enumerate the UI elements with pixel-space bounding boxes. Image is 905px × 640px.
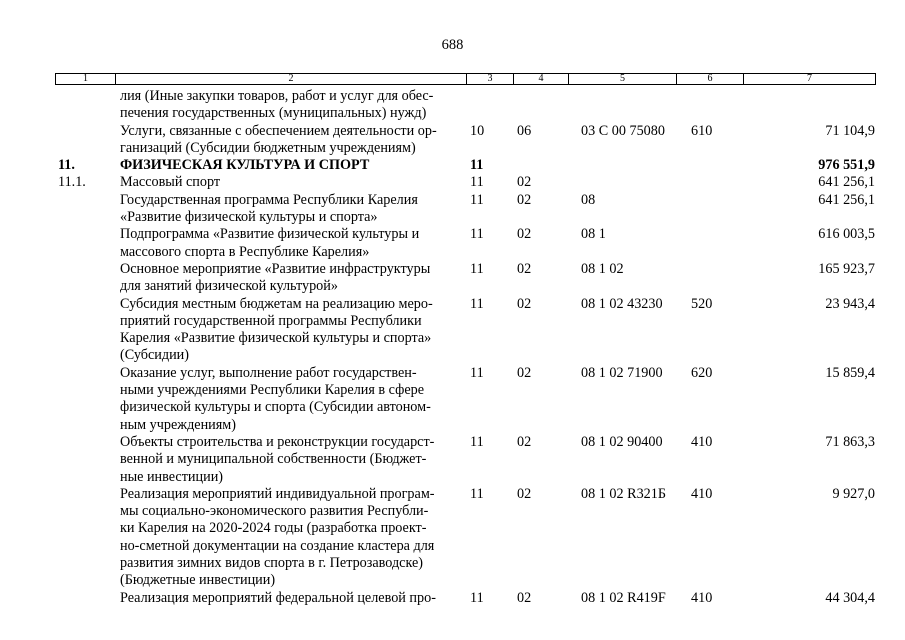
description-line: Массовый спорт <box>120 174 221 191</box>
subsection-code: 02 <box>517 485 532 502</box>
section-code: 11 <box>470 433 484 450</box>
row-description <box>120 296 460 365</box>
description-line: массового спорта в Республике Карелия» <box>120 243 370 260</box>
description-line: но-сметной документации на создание кластера для <box>120 537 435 554</box>
target-article-code: 08 1 02 71900 <box>581 364 663 381</box>
amount-value: 641 256,1 <box>818 191 875 208</box>
page-number: 688 <box>441 37 464 53</box>
amount-value: 641 256,1 <box>818 174 875 191</box>
target-article-code: 08 1 02 <box>581 260 624 277</box>
column-header-6: 6 <box>677 74 744 84</box>
subsection-code: 06 <box>517 122 532 139</box>
description-line: венной и муниципальной собственности (Бюджет- <box>120 451 427 468</box>
amount-value: 15 859,4 <box>825 364 875 381</box>
expense-type-code: 410 <box>691 433 713 450</box>
row-description <box>120 88 460 123</box>
subsection-code: 02 <box>517 191 532 208</box>
table-row <box>0 434 905 486</box>
row-description <box>120 590 460 607</box>
table-row <box>0 226 905 261</box>
description-line: (Бюджетные инвестиции) <box>120 572 276 589</box>
amount-value: 976 551,9 <box>818 157 875 174</box>
row-description <box>120 365 460 434</box>
budget-table-body <box>0 88 905 607</box>
target-article-code: 08 1 02 R321Б <box>581 485 667 502</box>
table-row <box>0 192 905 227</box>
description-line: Государственная программа Республики Карелия <box>120 191 418 208</box>
expense-type-code: 410 <box>691 485 713 502</box>
column-header-3: 3 <box>467 74 514 84</box>
row-description <box>120 434 460 486</box>
row-description <box>120 157 460 174</box>
column-header-5: 5 <box>569 74 677 84</box>
description-line: ки Карелия на 2020-2024 годы (разработка проект- <box>120 520 427 537</box>
description-line: Услуги, связанные с обеспечением деятельности ор- <box>120 122 437 139</box>
amount-value: 44 304,4 <box>825 589 875 606</box>
section-code: 11 <box>470 589 484 606</box>
subsection-code: 02 <box>517 226 532 243</box>
target-article-code: 08 <box>581 191 596 208</box>
description-line: развития зимних видов спорта в г. Петрозаводске) <box>120 555 424 572</box>
amount-value: 71 104,9 <box>825 122 875 139</box>
amount-value: 616 003,5 <box>818 226 875 243</box>
description-line: Реализация мероприятий индивидуальной програм- <box>120 485 435 502</box>
table-row <box>0 123 905 158</box>
description-line: лия (Иные закупки товаров, работ и услуг для обес- <box>120 88 434 104</box>
table-row <box>0 590 905 607</box>
row-description <box>120 192 460 227</box>
description-line: «Развитие физической культуры и спорта» <box>120 209 378 226</box>
row-description <box>120 261 460 296</box>
description-line: печения государственных (муниципальных) нужд) <box>120 105 427 122</box>
amount-value: 23 943,4 <box>825 295 875 312</box>
table-row <box>0 174 905 191</box>
expense-type-code: 610 <box>691 122 713 139</box>
table-row <box>0 157 905 174</box>
column-header-2: 2 <box>116 74 467 84</box>
subsection-code: 02 <box>517 174 532 191</box>
description-line: Оказание услуг, выполнение работ государствен- <box>120 364 417 381</box>
row-description <box>120 226 460 261</box>
amount-value: 165 923,7 <box>818 260 875 277</box>
row-description <box>120 123 460 158</box>
description-line: Подпрограмма «Развитие физической культуры и <box>120 226 420 243</box>
subsection-code: 02 <box>517 295 532 312</box>
description-line: для занятий физической культурой» <box>120 278 338 295</box>
description-line: ганизаций (Субсидии бюджетным учреждениям) <box>120 139 416 156</box>
target-article-code: 03 С 00 75080 <box>581 122 665 139</box>
table-row <box>0 296 905 365</box>
description-line: ФИЗИЧЕСКАЯ КУЛЬТУРА И СПОРТ <box>120 157 370 174</box>
target-article-code: 08 1 02 R419F <box>581 589 666 606</box>
column-header-7: 7 <box>807 73 812 84</box>
subsection-code: 02 <box>517 433 532 450</box>
description-line: ным учреждениям) <box>120 416 237 433</box>
subsection-code: 02 <box>517 260 532 277</box>
column-header-1: 1 <box>56 74 116 84</box>
row-description <box>120 174 460 191</box>
section-code: 11 <box>470 191 484 208</box>
expense-type-code: 410 <box>691 589 713 606</box>
column-header-4: 4 <box>514 74 569 84</box>
column-header-row <box>55 73 876 85</box>
table-row <box>0 261 905 296</box>
subsection-code: 02 <box>517 589 532 606</box>
expense-type-code: 520 <box>691 295 713 312</box>
row-number: 11. <box>58 157 75 174</box>
section-code: 11 <box>470 174 484 191</box>
amount-value: 9 927,0 <box>832 485 875 502</box>
section-code: 10 <box>470 122 485 139</box>
amount-value: 71 863,3 <box>825 433 875 450</box>
section-code: 11 <box>470 364 484 381</box>
section-code: 11 <box>470 260 484 277</box>
table-row <box>0 486 905 590</box>
expense-type-code: 620 <box>691 364 713 381</box>
target-article-code: 08 1 02 90400 <box>581 433 663 450</box>
section-code: 11 <box>470 295 484 312</box>
section-code: 11 <box>470 485 484 502</box>
description-line: Реализация мероприятий федеральной целевой про- <box>120 589 436 606</box>
description-line: Основное мероприятие «Развитие инфраструктуры <box>120 260 431 277</box>
description-line: ные инвестиции) <box>120 468 224 485</box>
target-article-code: 08 1 02 43230 <box>581 295 663 312</box>
description-line: Карелия «Развитие физической культуры и спорта» <box>120 330 432 347</box>
description-line: Субсидия местным бюджетам на реализацию меро- <box>120 295 433 312</box>
description-line: приятий государственной программы Республики <box>120 312 422 329</box>
description-line: ными учреждениями Республики Карелия в сфере <box>120 382 425 399</box>
target-article-code: 08 1 <box>581 226 606 243</box>
description-line: физической культуры и спорта (Субсидии автоном- <box>120 399 431 416</box>
description-line: Объекты строительства и реконструкции государст- <box>120 433 435 450</box>
description-line: (Субсидии) <box>120 347 189 364</box>
section-code: 11 <box>470 157 484 174</box>
table-row <box>0 365 905 434</box>
description-line: мы социально-экономического развития Республи- <box>120 503 429 520</box>
row-description <box>120 486 460 590</box>
subsection-code: 02 <box>517 364 532 381</box>
row-number: 11.1. <box>58 174 86 191</box>
table-row <box>0 88 905 123</box>
section-code: 11 <box>470 226 484 243</box>
